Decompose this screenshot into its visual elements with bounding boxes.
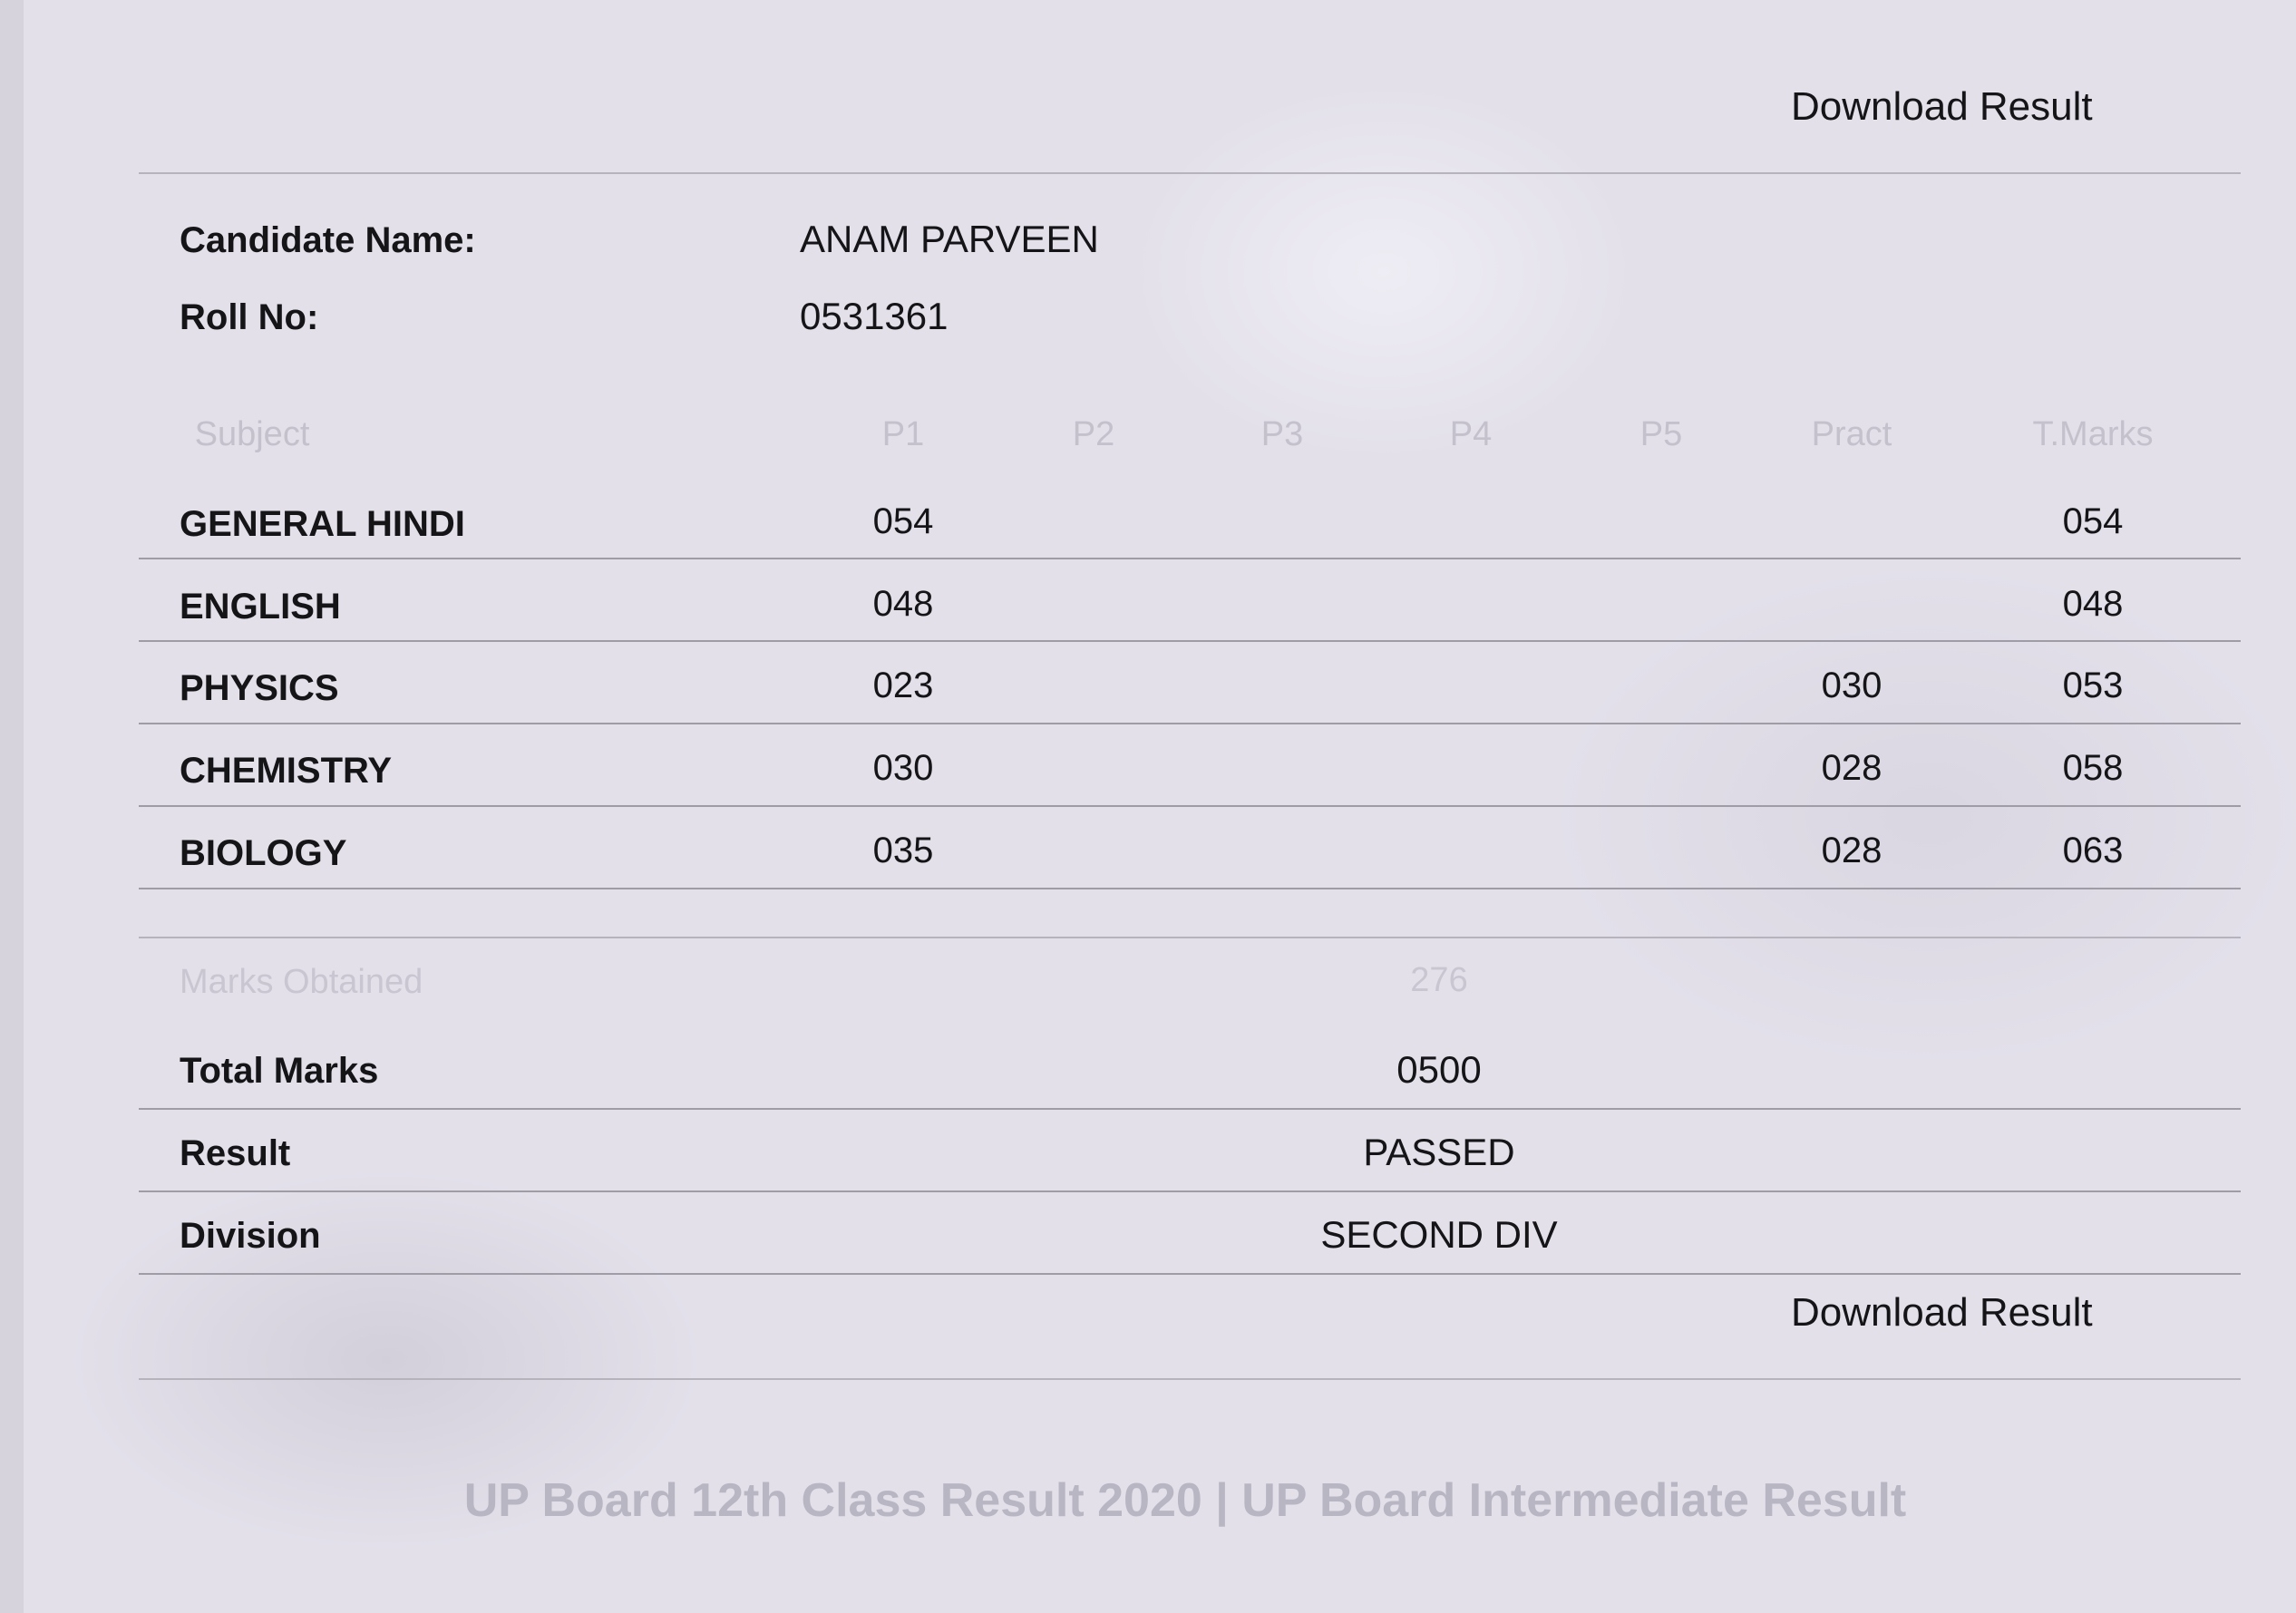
p1-marks: 035 <box>872 831 934 870</box>
p1-marks: 030 <box>872 748 934 788</box>
marks-obtained-value: 276 <box>1410 961 1468 999</box>
result-value: PASSED <box>1363 1131 1515 1173</box>
total-marks-cell: 063 <box>2062 831 2124 870</box>
total-marks-label: Total Marks <box>180 1051 379 1091</box>
footer-title: UP Board 12th Class Result 2020 | UP Board Intermediate Result <box>463 1474 1907 1527</box>
column-header-p4: P4 <box>1449 415 1493 453</box>
column-header-p3: P3 <box>1260 415 1304 453</box>
column-header-pract: Pract <box>1811 415 1892 453</box>
p1-marks: 023 <box>872 666 934 705</box>
row-divider <box>139 1108 2241 1110</box>
subject-name: ENGLISH <box>180 587 341 627</box>
roll-no-label: Roll No: <box>180 297 319 337</box>
download-result-link-bottom[interactable]: Download Result <box>1791 1290 2093 1335</box>
row-divider <box>139 723 2241 724</box>
result-label: Result <box>180 1133 291 1173</box>
subject-name: CHEMISTRY <box>180 751 393 791</box>
row-divider <box>139 1190 2241 1192</box>
total-marks-cell: 053 <box>2062 666 2124 705</box>
row-divider <box>139 805 2241 807</box>
subject-name: GENERAL HINDI <box>180 504 465 544</box>
paper-edge <box>0 0 25 1613</box>
column-header-p2: P2 <box>1072 415 1115 453</box>
divider <box>139 172 2241 174</box>
subject-name: PHYSICS <box>180 668 339 708</box>
download-result-link-top[interactable]: Download Result <box>1791 84 2093 129</box>
total-marks-value: 0500 <box>1396 1048 1482 1091</box>
subject-name: BIOLOGY <box>180 833 347 873</box>
division-value: SECOND DIV <box>1320 1213 1558 1256</box>
pract-marks: 030 <box>1821 666 1883 705</box>
total-marks-cell: 048 <box>2062 584 2124 624</box>
p1-marks: 054 <box>872 501 934 541</box>
total-marks-cell: 054 <box>2062 501 2124 541</box>
row-divider <box>139 1273 2241 1275</box>
candidate-name-label: Candidate Name: <box>180 220 476 260</box>
column-header-p5: P5 <box>1639 415 1683 453</box>
row-divider <box>139 640 2241 642</box>
pract-marks: 028 <box>1821 748 1883 788</box>
column-header-total: T.Marks <box>2032 415 2154 453</box>
column-header-subject: Subject <box>194 415 310 453</box>
marks-obtained-label: Marks Obtained <box>180 963 423 1001</box>
total-marks-cell: 058 <box>2062 748 2124 788</box>
pract-marks: 028 <box>1821 831 1883 870</box>
divider <box>139 1378 2241 1380</box>
p1-marks: 048 <box>872 584 934 624</box>
column-header-p1: P1 <box>881 415 925 453</box>
row-divider <box>139 888 2241 889</box>
roll-no-value: 0531361 <box>800 295 949 337</box>
candidate-name-value: ANAM PARVEEN <box>800 218 1099 260</box>
row-divider <box>139 558 2241 559</box>
division-label: Division <box>180 1216 321 1256</box>
row-divider <box>139 937 2241 938</box>
